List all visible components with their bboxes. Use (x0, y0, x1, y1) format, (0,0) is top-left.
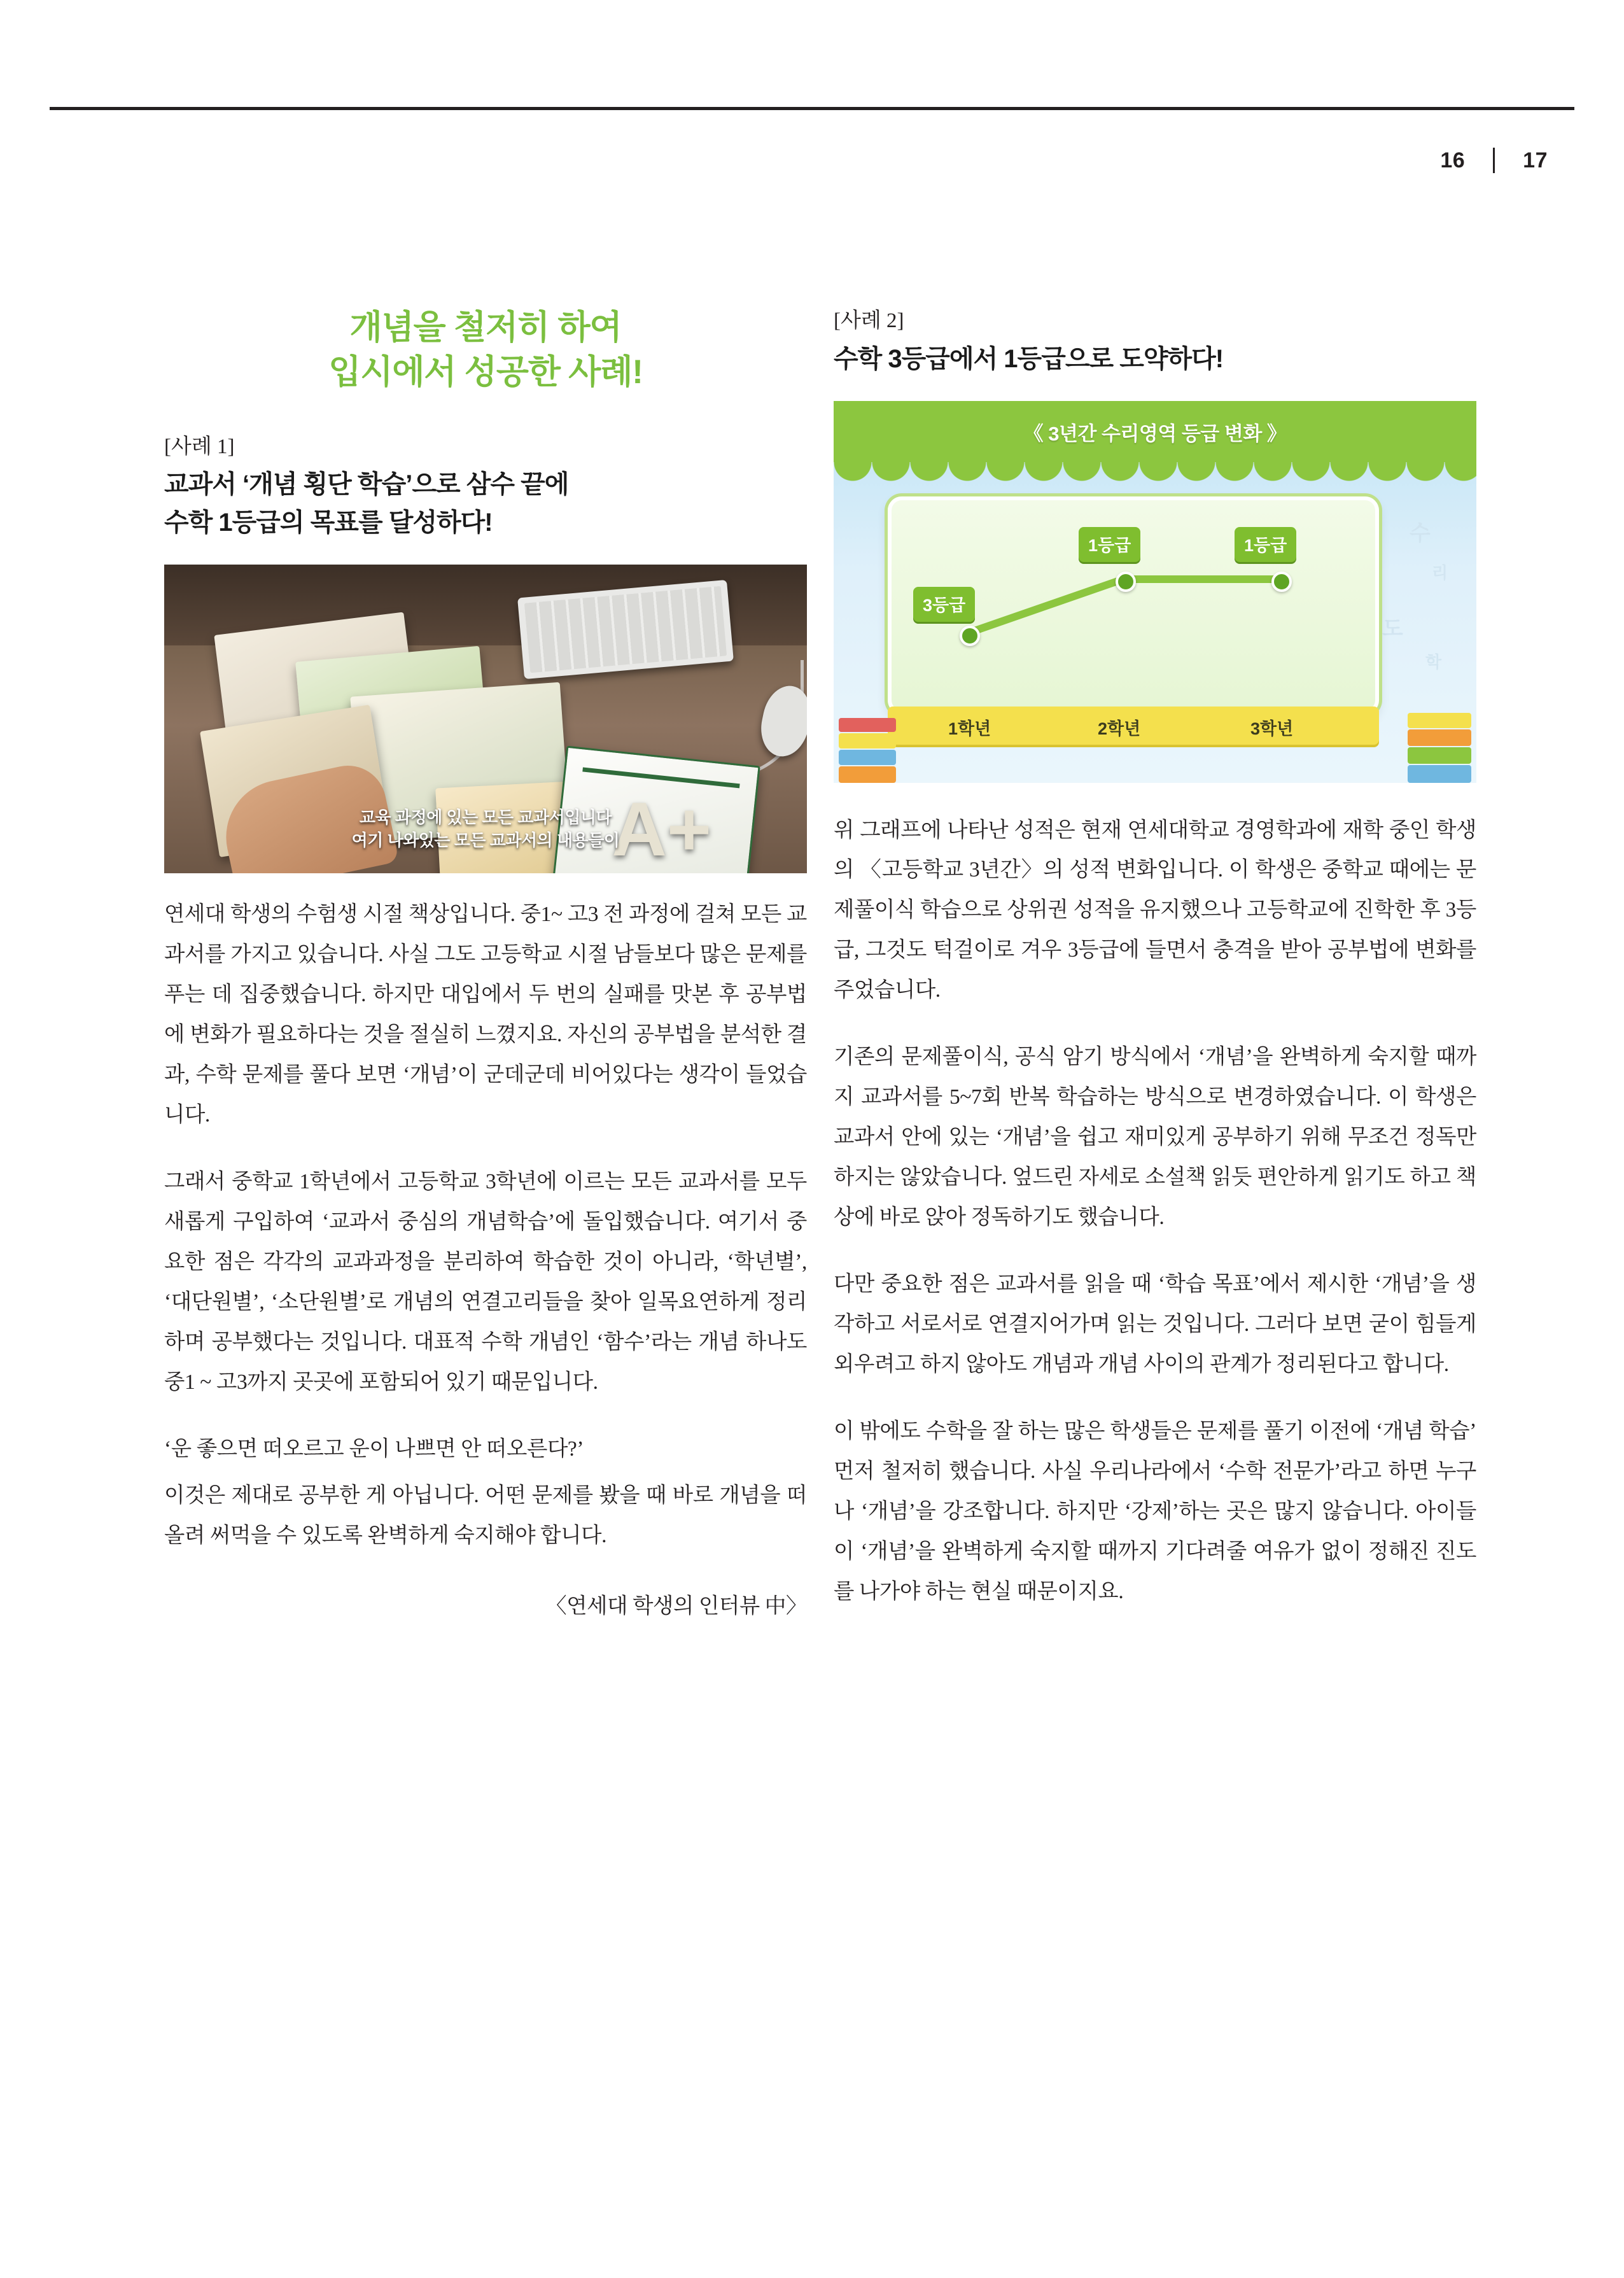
case-1-closing-paragraph: 이것은 제대로 공부한 게 아닙니다. 어떤 문제를 봤을 때 바로 개념을 떠올려 써먹을 수 있도록 완벽하게 숙지해야 합니다. (164, 1484, 807, 1547)
case-1-tag: [사례 1] (164, 435, 235, 458)
case-2-paragraph-3: 다만 중요한 점은 교과서를 읽을 때 ‘학습 목표’에서 제시한 ‘개념’을 생각하고 서로서로 연결지어가며 읽는 것입니다. 그러다 보면 굳이 힘들게 외우려고 하지 않아도 개념과 개념 사이의 관계가 정리된다고 합니다. (834, 1272, 1476, 1377)
header-rule (50, 107, 1574, 110)
folio-divider (1493, 148, 1495, 173)
case-2-heading: 수학 3등급에서 1등급으로 도약하다! (834, 344, 1224, 373)
right-column (834, 306, 1476, 1639)
decorative-text: 학 (1425, 652, 1442, 671)
page-title-line1: 개념을 철저히 하여 (349, 309, 622, 346)
chart-label-point-1: 3등급 (913, 587, 975, 622)
case-1-paragraph-2: 그래서 중학교 1학년에서 고등학교 3학년에 이르는 모든 교과서를 모두 새롭게 구입하여 ‘교과서 중심의 개념학습’에 돌입했습니다. 여기서 중요한 점은 각각의 교과과정을 분리하여 학습한 것이 아니라, ‘학년별’, ‘대단원별’, ‘소단원별’로 개념의 연결고리들을 찾아 일목요연하게 정리하며 공부했다는 것입니다. 대표적 수학 개념인 ‘함수’라는 개념 하나도 중1 ~ 고3까지 곳곳에 포함되어 있기 때문입니다. (164, 1170, 807, 1395)
decorative-book-stack-left (839, 668, 896, 783)
decorative-text: 수 (1410, 521, 1431, 545)
chart-label-point-2: 1등급 (1079, 527, 1140, 562)
page-folio (1440, 148, 1548, 173)
chart-xtick-3: 3학년 (1250, 719, 1294, 738)
photo-caption (164, 806, 807, 852)
folio-right-number: 17 (1523, 148, 1548, 172)
grade-mark: A+ (612, 787, 711, 873)
photo-caption-line2: 여기 나와있는 모든 교과서의 내용들이 (351, 831, 620, 850)
chart-label-point-3: 1등급 (1235, 527, 1296, 562)
case-2-paragraph-2: 기존의 문제풀이식, 공식 암기 방식에서 ‘개념’을 완벽하게 숙지할 때까지 교과서를 5~7회 반복 학습하는 방식으로 변경하였습니다. 이 학생은 교과서 안에 있는 ‘개념’을 쉽고 재미있게 공부하기 위해 무조건 정독만 하지는 않았습니다. 엎드린 자세로 소설책 읽듯 편안하게 읽기도 하고 책상에 바로 앉아 정독하기도 했습니다. (834, 1045, 1476, 1230)
decorative-book-stack-right (1408, 656, 1471, 783)
page-title (164, 306, 807, 395)
chart-series-layer (888, 496, 1371, 707)
left-column (164, 306, 807, 1627)
case-1-heading (164, 465, 807, 542)
case-1-quote: ‘운 좋으면 떠오르고 운이 나쁘면 안 떠오른다?’ (164, 1437, 584, 1461)
chart-title: 《 3년간 수리영역 등급 변화 》 (1023, 422, 1287, 445)
page-title-line2: 입시에서 성공한 사례! (328, 353, 643, 391)
case-2-paragraph-1: 위 그래프에 나타난 성적은 현재 연세대학교 경영학과에 재학 중인 학생의 〈고등학교 3년간〉의 성적 변화입니다. 이 학생은 중학교 때에는 문제풀이식 학습으로 상위권 성적을 유지했으나 고등학교에 진학한 후 3등급, 그것도 턱걸이로 겨우 3등급에 들면서 충격을 받아 공부법에 변화를 주었습니다. (834, 818, 1476, 1002)
chart-point-3학년 (1271, 572, 1292, 592)
case-2-tag: [사례 2] (834, 309, 904, 332)
case-1-heading-line1: 교과서 ‘개념 횡단 학습’으로 삼수 끝에 (164, 470, 569, 499)
grade-change-chart (834, 401, 1476, 783)
chart-xtick-2: 2학년 (1098, 719, 1141, 738)
photo-caption-line1: 교육 과정에 있는 모든 교과서입니다 (359, 807, 612, 827)
chart-xtick-1: 1학년 (948, 719, 991, 738)
case-1-paragraph-1: 연세대 학생의 수험생 시절 책상입니다. 중1~ 고3 전 과정에 걸쳐 모든 교과서를 가지고 있습니다. 사실 그도 고등학교 시절 남들보다 많은 문제를 푸는 데 집중했습니다. 하지만 대입에서 두 번의 실패를 맛본 후 공부법에 변화가 필요하다는 것을 절실히 느꼈지요. 자신의 공부법을 분석한 결과, 수학 문제를 풀다 보면 ‘개념’이 군데군데 비어있다는 생각이 들었습니다. (164, 903, 807, 1127)
chart-point-2학년 (1116, 572, 1136, 592)
case-1-attribution: 〈연세대 학생의 인터뷰 中〉 (545, 1594, 807, 1618)
case-2-paragraph-4: 이 밖에도 수학을 잘 하는 많은 학생들은 문제를 풀기 이전에 ‘개념 학습’ 먼저 철저히 했습니다. 사실 우리나라에서 ‘수학 전문가’라고 하면 누구나 ‘개념’을 강조합니다. 하지만 ‘강제’하는 곳은 많지 않습니다. 아이들이 ‘개념’을 완벽하게 숙지할 때까지 기다려줄 여유가 없이 정해진 진도를 나가야 하는 현실 때문이지요. (834, 1419, 1476, 1603)
decorative-text: 리 (1432, 563, 1448, 582)
decorative-text: 도 (1382, 616, 1403, 641)
desk-photo (164, 565, 807, 873)
folio-left-number: 16 (1440, 148, 1466, 172)
chart-point-1학년 (960, 626, 980, 646)
chart-x-axis (888, 707, 1379, 745)
case-1-heading-line2: 수학 1등급의 목표를 달성하다! (164, 509, 493, 537)
